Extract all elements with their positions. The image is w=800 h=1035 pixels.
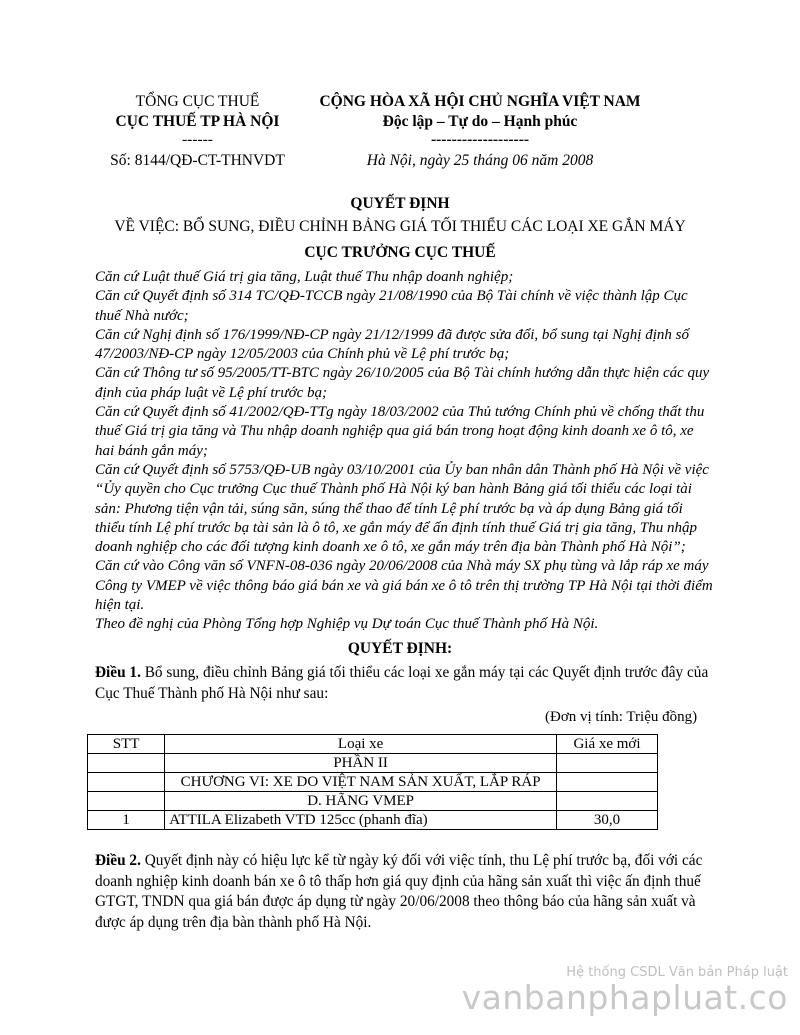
agency-parent: TỔNG CỤC THUẾ — [135, 93, 260, 110]
basis-item: Căn cứ Quyết định số 5753/QĐ-UB ngày 03/10/2001 của Ủy ban nhân dân Thành phố Hà Nội về việc “Ủy quyền cho Cục trưởng Cục thuế Thành phố Hà Nội ký ban hành Bảng giá tối thiểu các loại tài sản: Phương tiện vận tải, súng săn, súng thể thao để tính Lệ phí trước bạ và áp dụng Bảng giá tối thiểu tính Lệ phí trước bạ tài sản là ô tô, xe gắn máy để ấn định tính thuế Giá trị gia tăng, Thu nhập doanh nghiệp cho các đối tượng kinh doanh xe ô tô, xe gắn máy trên địa bàn Thành phố Hà Nội”; — [95, 461, 709, 556]
article-1-label: Điều 1. — [95, 664, 141, 681]
table-row — [88, 792, 658, 811]
basis-item: Căn cứ Quyết định số 314 TC/QĐ-TCCB ngày 21/08/1990 của Bộ Tài chính về việc thành lập Cục thuế Nhà nước; — [95, 288, 688, 324]
table-row — [88, 773, 658, 792]
article-1 — [95, 663, 715, 704]
document-subject: VỀ VIỆC: BỔ SUNG, ĐIỀU CHỈNH BẢNG GIÁ TỐI THIỂU CÁC LOẠI XE GẮN MÁY — [114, 218, 686, 235]
unit-note: (Đơn vị tính: Triệu đồng) — [545, 709, 698, 725]
watermark-site: vanbanphapluat.co — [461, 978, 788, 1017]
agency-name: CỤC THUẾ TP HÀ NỘI — [115, 113, 280, 130]
legal-basis — [95, 268, 715, 635]
article-2-text: Quyết định này có hiệu lực kể từ ngày ký đối với việc tính, thu Lệ phí trước bạ, đối với các doanh nghiệp kinh doanh bán xe ô tô thấp hơn giá quy định của hãng sản xuất thì việc ấn định thuế GTGT, TNDN qua giá bán được áp dụng từ ngày 20/06/2008 theo thông báo của hãng sản xuất và được áp dụng trên địa bàn thành phố Hà Nội. — [95, 852, 703, 931]
country-name: CỘNG HÒA XÃ HỘI CHỦ NGHĨA VIỆT NAM — [319, 93, 641, 110]
row-stt: 1 — [88, 811, 165, 830]
price-table — [87, 734, 658, 830]
header-stt: STT — [88, 735, 165, 754]
article-1-text: Bổ sung, điều chỉnh Bảng giá tối thiểu các loại xe gắn máy tại các Quyết định trước đây của Cục Thuế Thành phố Hà Nội như sau: — [95, 664, 709, 702]
header-right — [300, 92, 660, 171]
issuer-title: CỤC TRƯỞNG CỤC THUẾ — [304, 244, 496, 261]
national-motto: Độc lập – Tự do – Hạnh phúc — [382, 113, 578, 130]
chapter-label: CHƯƠNG VI: XE DO VIỆT NAM SẢN XUẤT, LẮP RÁP — [165, 773, 557, 792]
header-right-separator: ------------------- — [430, 131, 530, 148]
basis-item: Căn cứ Quyết định số 41/2002/QĐ-TTg ngày 18/03/2002 của Thủ tướng Chính phủ về chống thất thu thuế Giá trị gia tăng và Thu nhập doanh nghiệp qua giá bán trong hoạt động kinh doanh xe ô tô, xe hai bánh gắn máy; — [95, 404, 705, 459]
document-type: QUYẾT ĐỊNH — [350, 195, 450, 212]
basis-item: Căn cứ vào Công văn số VNFN-08-036 ngày 20/06/2008 của Nhà máy SX phụ tùng và lắp ráp xe máy Công ty VMEP về việc thông báo giá bán xe và giá bán xe ô tô trên thị trường TP Hà Nội tại thời điểm hiện tại. — [95, 558, 713, 614]
basis-item: Căn cứ Thông tư số 95/2005/TT-BTC ngày 26/10/2005 của Bộ Tài chính hướng dẫn thực hiện các quy định của pháp luật về Lệ phí trước bạ; — [95, 365, 710, 401]
brand-label: D. HÃNG VMEP — [165, 792, 557, 811]
decision-heading: QUYẾT ĐỊNH: — [347, 640, 453, 657]
section-label: PHẦN II — [165, 754, 557, 773]
table-header-row — [88, 735, 658, 754]
article-2-label: Điều 2. — [95, 852, 141, 869]
basis-item: Theo đề nghị của Phòng Tổng hợp Nghiệp vụ Dự toán Cục thuế Thành phố Hà Nội. — [95, 616, 599, 633]
header-price: Giá xe mới — [556, 735, 657, 754]
document-number: Số: 8144/QĐ-CT-THNVDT — [110, 152, 285, 169]
header-vehicle: Loại xe — [165, 735, 557, 754]
watermark-caption: Hệ thống CSDL Văn bản Pháp luật — [566, 965, 788, 980]
table-row — [88, 754, 658, 773]
row-price: 30,0 — [556, 811, 657, 830]
table-row — [88, 811, 658, 830]
header-left — [95, 92, 300, 171]
article-2 — [95, 851, 715, 933]
row-vehicle: ATTILA Elizabeth VTD 125cc (phanh đĩa) — [165, 811, 557, 830]
header-left-separator: ------ — [182, 131, 213, 148]
basis-item: Căn cứ Luật thuế Giá trị gia tăng, Luật thuế Thu nhập doanh nghiệp; — [95, 269, 514, 285]
place-date: Hà Nội, ngày 25 tháng 06 năm 2008 — [366, 152, 594, 169]
basis-item: Căn cứ Nghị định số 176/1999/NĐ-CP ngày 21/12/1999 đã được sửa đổi, bổ sung tại Nghị định số 47/2003/NĐ-CP ngày 12/05/2003 của Chính phủ về Lệ phí trước bạ; — [95, 326, 689, 363]
